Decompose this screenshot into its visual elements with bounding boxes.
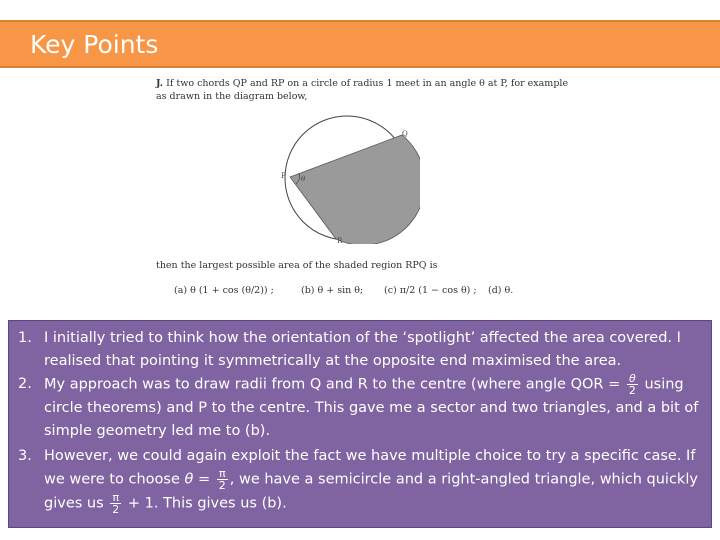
point-3-text — [44, 445, 699, 515]
fraction-numerator: θ — [627, 373, 638, 385]
fraction-denominator: 2 — [218, 479, 226, 492]
point-3-text-c: + 1. This gives us (b). — [127, 495, 287, 511]
question-number: J. — [156, 78, 164, 89]
question-text-1: If two chords QP and RP on a circle of radius 1 meet in an angle θ at P, for example — [166, 78, 569, 89]
option-b — [301, 285, 363, 296]
option-a-text: θ (1 + cos (θ/2)) ; — [190, 285, 274, 296]
question-line-3: then the largest possible area of the shaded region RPQ is — [156, 260, 438, 271]
option-c-text: π/2 (1 − cos θ) ; — [399, 285, 477, 296]
theta-over-2-fraction — [627, 373, 638, 396]
key-points-box — [8, 320, 712, 528]
option-d — [488, 285, 513, 296]
fraction-denominator: 2 — [112, 502, 120, 516]
label-p: P — [281, 172, 286, 180]
point-1-text: I initially tried to think how the orientation of the ‘spotlight’ affected the area covered. I realised that pointing it symmetrically at the opposite end maximised the area. — [44, 330, 681, 369]
fraction-numerator: π — [110, 492, 121, 504]
label-r: R — [337, 237, 343, 244]
fraction-denominator: 2 — [628, 384, 636, 397]
theta-equals: θ = — [184, 471, 211, 488]
point-3-text-b: , we have a semicircle and a right-angled triangle, which quickly gives us — [44, 471, 698, 511]
option-c-label: (c) — [384, 285, 397, 296]
option-d-label: (d) — [488, 285, 502, 296]
option-b-label: (b) — [301, 285, 315, 296]
option-a — [174, 285, 274, 296]
pi-over-2-fraction-2 — [110, 492, 121, 515]
label-q: Q — [402, 130, 408, 138]
option-d-text: θ. — [504, 285, 514, 296]
title-bar — [0, 20, 720, 68]
point-2-text — [44, 373, 699, 443]
point-1-number: 1. — [18, 330, 32, 346]
point-2-number: 2. — [18, 376, 32, 392]
option-a-label: (a) — [174, 285, 188, 296]
question-line-1 — [156, 78, 568, 89]
option-b-text: θ + sin θ; — [317, 285, 364, 296]
fraction-numerator: π — [217, 468, 228, 480]
point-2-text-a: My approach was to draw radii from Q and R to the centre (where angle QOR = — [44, 376, 621, 393]
page-title: Key Points — [30, 30, 159, 59]
question-line-2: as drawn in the diagram below, — [156, 91, 308, 102]
circle-diagram — [280, 114, 420, 244]
pi-over-2-fraction — [217, 468, 228, 491]
point-3-text-a: However, we could again exploit the fact we have multiple choice to try a specific case. If we were to choose — [44, 448, 696, 488]
point-3-number: 3. — [18, 448, 32, 464]
question-excerpt — [156, 76, 576, 306]
option-c — [384, 285, 477, 296]
label-theta: θ — [301, 175, 306, 183]
point-2-text-b: using circle theorems) and P to the centre. This gave me a sector and two triangles, and a bit of simple geometry led me to (b). — [44, 376, 699, 439]
